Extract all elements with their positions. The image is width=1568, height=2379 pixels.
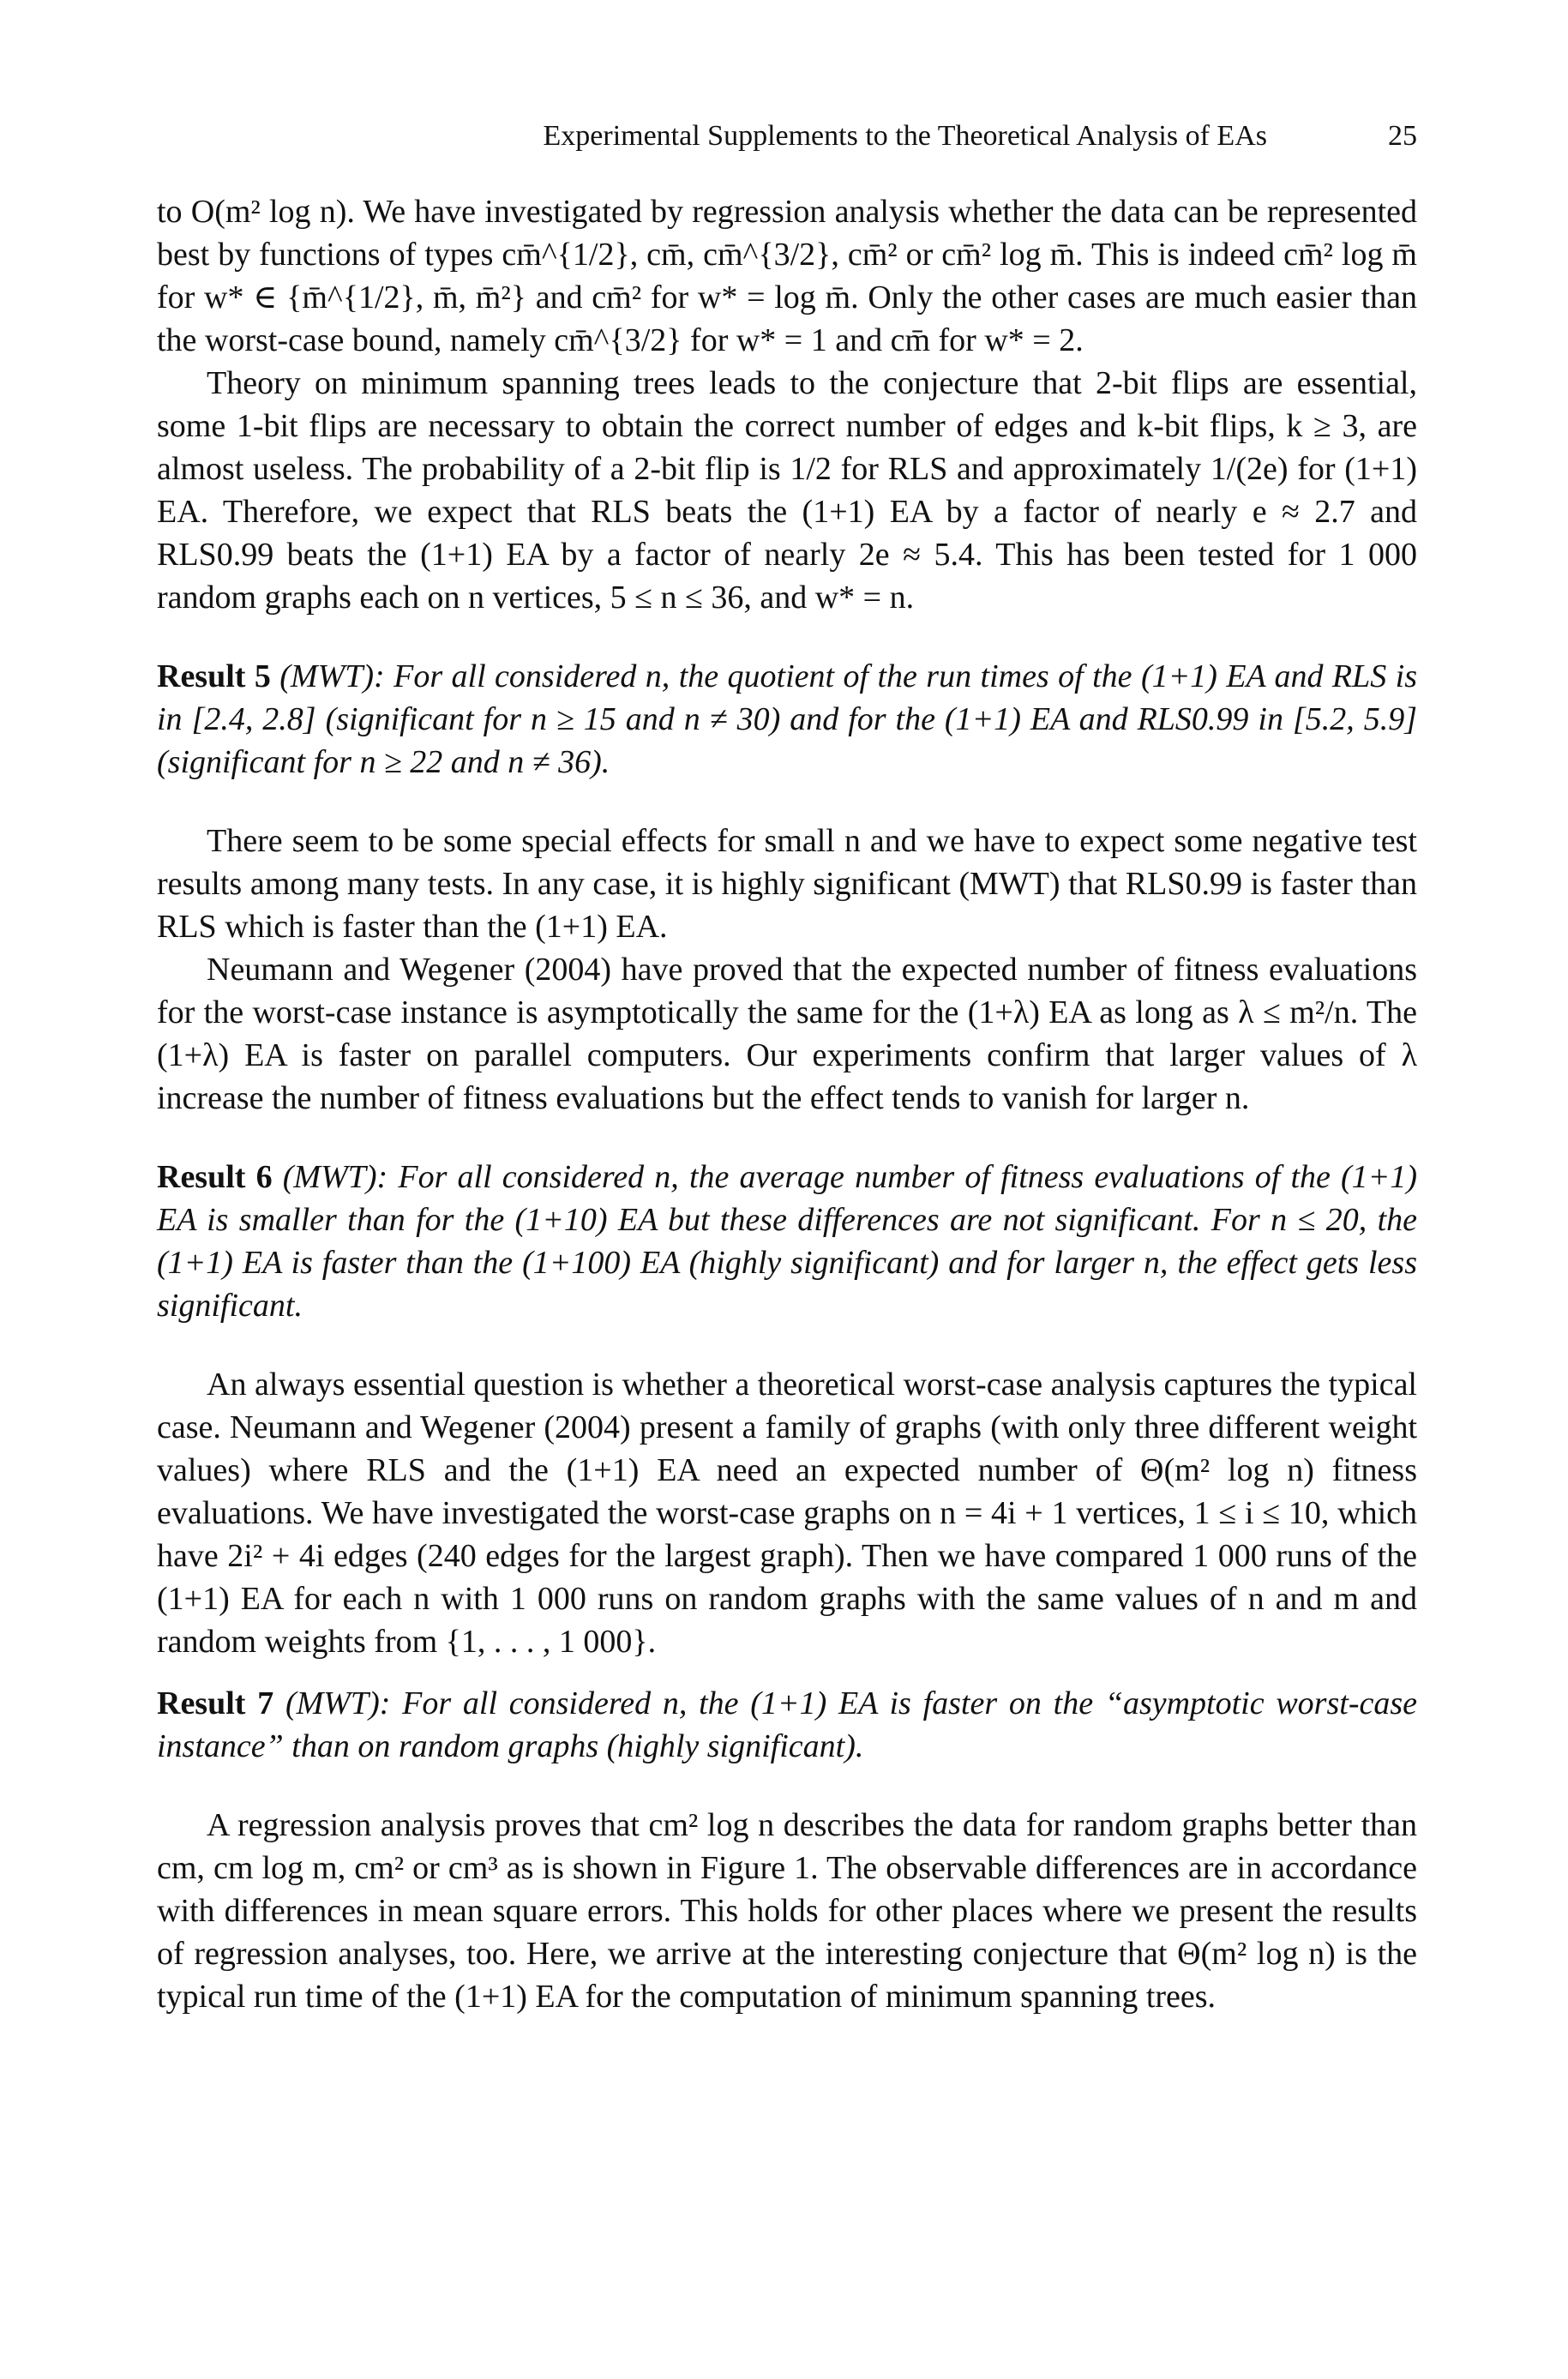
result-7 — [157, 1682, 1417, 1768]
page-number: 25 — [1388, 120, 1417, 152]
page — [157, 111, 1417, 2018]
paragraph: A regression analysis proves that cm² log n describes the data for random graphs better than cm, cm log m, cm² or cm³ as is shown in Figure 1. The observable differences are in accordance with differences in mean square errors. This holds for other places where we present the results of regression analyses, too. Here, we arrive at the interesting conjecture that Θ(m² log n) is the typical run time of the (1+1) EA for the computation of minimum spanning trees. — [157, 1807, 1417, 2015]
running-header — [157, 111, 1417, 163]
result-text: (MWT): For all considered n, the average number of fitness evaluations of the (1+1) EA is smaller than for the (1+10) EA but these differences are not significant. For n ≤ 20, the (1+1) EA is faster than the (1+100) EA (highly significant) and for larger n, the effect gets less significant. — [157, 1159, 1417, 1324]
header-title: Experimental Supplements to the Theoretical Analysis of EAs — [543, 120, 1267, 152]
result-5 — [157, 655, 1417, 784]
paragraph: An always essential question is whether a theoretical worst-case analysis captures the typical case. Neumann and Wegener (2004) present a family of graphs (with only three different weight values) where RLS and the (1+1) EA need an expected number of Θ(m² log n) fitness evaluations. We have investigated the worst-case graphs on n = 4i + 1 vertices, 1 ≤ i ≤ 10, which have 2i² + 4i edges (240 edges for the largest graph). Then we have compared 1 000 runs of the (1+1) EA for each n with 1 000 runs on random graphs with the same values of n and m and random weights from {1, . . . , 1 000}. — [157, 1367, 1417, 1660]
paragraph: There seem to be some special effects for small n and we have to expect some negative test results among many tests. In any case, it is highly significant (MWT) that RLS0.99 is faster than RLS which is faster than the (1+1) EA. — [157, 823, 1417, 945]
result-text: (MWT): For all considered n, the (1+1) EA is faster on the “asymptotic worst-case instance” than on random graphs (highly significant). — [157, 1685, 1417, 1764]
body-text — [157, 190, 1417, 2018]
result-label: Result 7 — [157, 1685, 274, 1721]
paragraph: Neumann and Wegener (2004) have proved that the expected number of fitness evaluations for the worst-case instance is asymptotically the same for the (1+λ) EA as long as λ ≤ m²/n. The (1+λ) EA is faster on parallel computers. Our experiments confirm that larger values of λ increase the number of fitness evaluations but the effect tends to vanish for larger n. — [157, 952, 1417, 1116]
result-6 — [157, 1156, 1417, 1327]
result-text: (MWT): For all considered n, the quotient of the run times of the (1+1) EA and RLS is in [2.4, 2.8] (significant for n ≥ 15 and n ≠ 30) and for the (1+1) EA and RLS0.99 in [5.2, 5.9] (significant for n ≥ 22 and n ≠ 36). — [157, 658, 1417, 780]
paragraph: to O(m² log n). We have investigated by regression analysis whether the data can be represented best by functions of types cm̄^{1/2}, cm̄, cm̄^{3/2}, cm̄² or cm̄² log m̄. This is indeed cm̄² log m̄ for w* ∈ {m̄^{1/2}, m̄, m̄²} and cm̄² for w* = log m̄. Only the other cases are much easier than the worst-case bound, namely cm̄^{3/2} for w* = 1 and cm̄ for w* = 2. — [157, 194, 1417, 358]
paragraph: Theory on minimum spanning trees leads to the conjecture that 2-bit flips are essential, some 1-bit flips are necessary to obtain the correct number of edges and k-bit flips, k ≥ 3, are almost useless. The probability of a 2-bit flip is 1/2 for RLS and approximately 1/(2e) for (1+1) EA. Therefore, we expect that RLS beats the (1+1) EA by a factor of nearly e ≈ 2.7 and RLS0.99 beats the (1+1) EA by a factor of nearly 2e ≈ 5.4. This has been tested for 1 000 random graphs each on n vertices, 5 ≤ n ≤ 36, and w* = n. — [157, 365, 1417, 616]
result-label: Result 6 — [157, 1159, 273, 1195]
result-label: Result 5 — [157, 658, 271, 694]
